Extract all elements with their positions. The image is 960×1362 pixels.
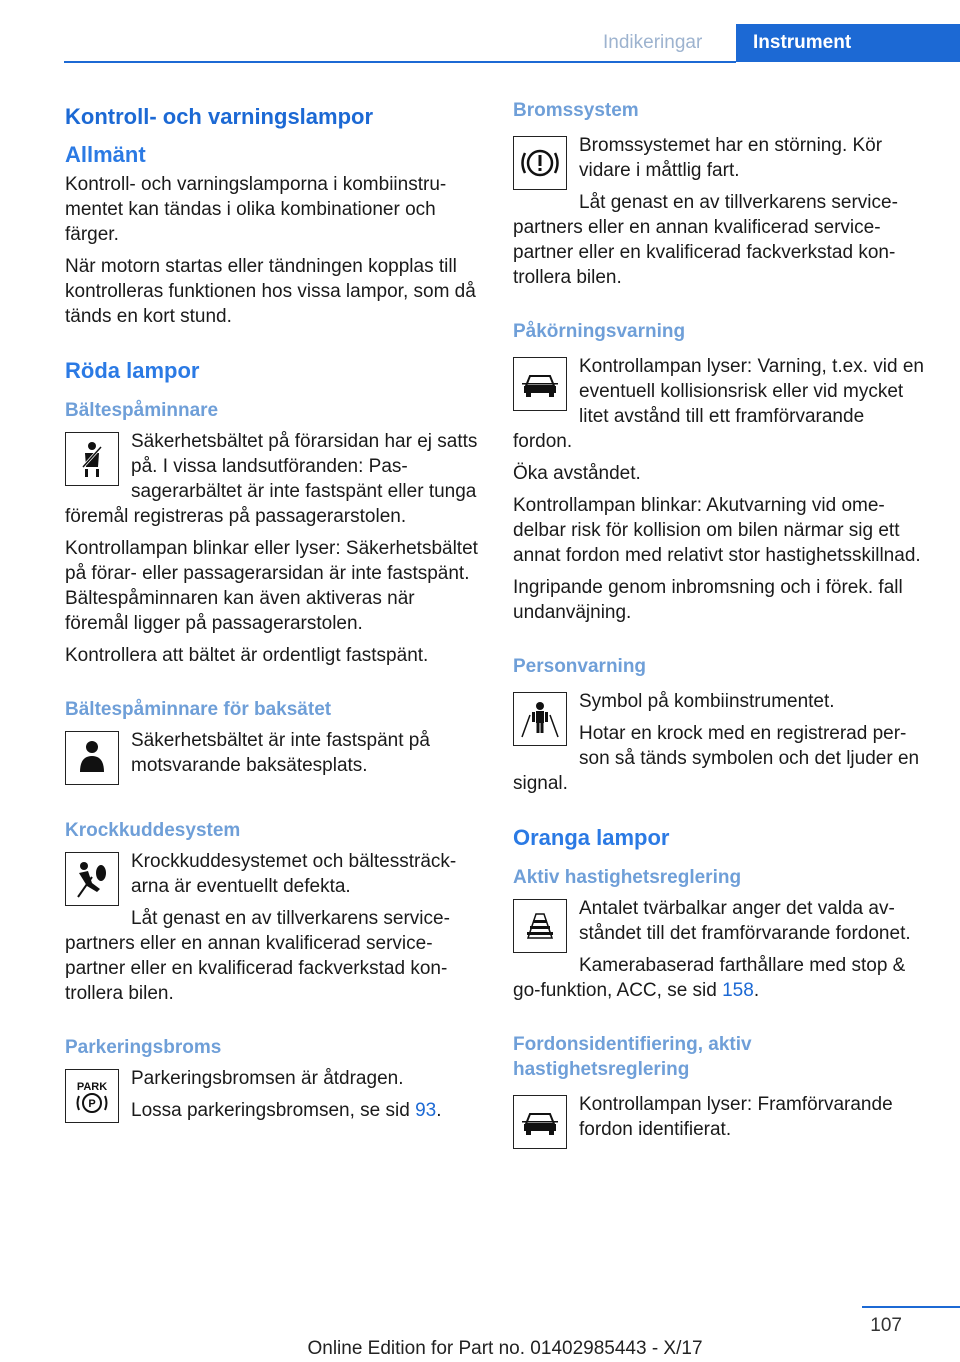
edition-footer [0,1338,960,1360]
paragraph: Kontrollampan blinkar eller lyser: Säkerhetsbältet på förar- eller passagerarsidan är inte fastspänt. Bältespåminnaren kan även aktiveras när föremål ligger på passagerarstolen. [65,538,478,634]
paragraph: Bromssystemet har en störning. Kör vidare i måttlig fart. [579,135,883,181]
heading-baltespaminnare: Bältespåminnare [65,400,219,421]
heading-oranga-lampor: Oranga lampor [513,825,670,850]
paragraph: Kontrollampan lyser: Varning, t.ex. vid en eventuell kollisionsrisk eller vid mycket litet avstånd till ett framförvarande fordon. [513,356,924,452]
section-bromssystem [513,98,925,290]
paragraph: Kontrollampan blinkar: Akutvarning vid omedelbar risk för kollision om bilen närmar sig ett annat fordon med relativt stor hastighetsskillnad. [513,495,921,566]
airbag-icon [65,852,119,906]
distance-bars-icon [513,899,567,953]
heading-roda-lampor: Röda lampor [65,358,200,383]
heading-baksatet: Bältespåminnare för baksätet [65,699,332,720]
edition-text: Online Edition for Part no. 01402985443 - X/17 [307,1338,703,1359]
heading-fordonsidentifiering: Fordonsidentifiering, aktiv hastighetsreglering [513,1034,752,1080]
left-column [65,98,480,1152]
paragraph: Antalet tvärbalkar anger det valda avståndet till det framförvarande fordonet. [579,898,911,944]
heading-aktiv-hastighetsreglering: Aktiv hastighetsreglering [513,867,742,888]
heading-krockkuddesystem: Krockkuddesystem [65,820,241,841]
paragraph: Hotar en krock med en registrerad person så tänds symbolen och det ljuder en signal. [513,723,920,794]
park-brake-icon [65,1069,119,1123]
paragraph [65,1098,480,1123]
section-aktiv-hastighetsreglering [513,865,925,1003]
heading-bromssystem: Bromssystem [513,100,639,121]
svg-text:P: P [88,1098,96,1110]
section-allmant [65,142,480,329]
car-front-icon [513,357,567,411]
section-baltespaminnare [65,398,480,668]
tab-indikeringar[interactable]: Indikeringar [603,32,703,53]
paragraph: Kontroll- och varningslamporna i kombiinstrumentet kan tändas i olika kombinationer och färger. [65,174,447,245]
header-rule [64,61,736,63]
paragraph: Kontrollampan lyser: Framförvarande fordon identifierat. [579,1094,893,1140]
text: . [436,1100,442,1121]
paragraph: Krockkuddesystemet och bältessträckarna är eventuellt defekta. [131,851,457,897]
heading-allmant: Allmänt [65,142,146,167]
paragraph: Ingripande genom inbromsning och i förek. fall undanväjning. [513,577,903,623]
paragraph: Låt genast en av tillverkarens servicepartners eller en annan kvalificerad servicepartner eller en kvalificerad fackverkstad kontrollera bilen. [513,192,898,288]
footer-rule [862,1306,960,1308]
page-title: Kontroll- och varningslampor [65,104,374,129]
svg-text:PARK: PARK [76,1081,108,1093]
car-front-icon [513,1095,567,1149]
paragraph: Symbol på kombiinstrumentet. [579,691,835,712]
heading-personvarning: Personvarning [513,656,647,677]
text: Lossa parkeringsbromsen, se sid [131,1100,416,1121]
section-pakorningsvarning [513,319,925,625]
rear-seat-occupant-icon [65,731,119,785]
section-fordonsidentifiering [513,1032,925,1142]
paragraph: Parkeringsbromsen är åtdragen. [131,1068,404,1089]
section-personvarning [513,654,925,796]
pedestrian-icon [513,692,567,746]
paragraph: Säkerhetsbältet på förarsidan har ej satts på. I vissa landsutföranden: Passagerarbältet är inte fastspänt eller tunga föremål registreras på passagerarstolen. [65,431,478,527]
section-krockkuddesystem [65,818,480,1006]
paragraph: Kontrollera att bältet är ordentligt fastspänt. [65,645,429,666]
page-number: 107 [870,1315,902,1336]
brake-system-icon [513,136,567,190]
heading-pakorningsvarning: Påkörningsvarning [513,321,686,342]
section-baksatet [65,697,480,789]
heading-parkeringsbroms: Parkeringsbroms [65,1037,222,1058]
page-link-93[interactable]: 93 [415,1100,437,1121]
seatbelt-icon [65,432,119,486]
paragraph: Låt genast en av tillverkarens servicepartners eller en annan kvalificerad servicepartner eller en kvalificerad fackverkstad kontrollera bilen. [65,908,450,1004]
paragraph: Öka avståndet. [513,463,641,484]
right-column [513,98,925,1171]
text: . [753,980,760,1001]
tab-instrument[interactable]: Instrument [736,24,960,62]
paragraph: När motorn startas eller tändningen kopplas till kontrolleras funktionen hos vissa lampor, som då tänds en kort stund. [65,256,476,327]
section-parkeringsbroms [65,1035,480,1123]
text: Kamerabaserad farthållare med stop & go-funktion, ACC, se sid [513,955,906,1001]
paragraph: Säkerhetsbältet är inte fastspänt på motsvarande baksätesplats. [131,730,430,776]
paragraph [513,953,925,1003]
page-link-158[interactable]: 158 [722,980,754,1001]
